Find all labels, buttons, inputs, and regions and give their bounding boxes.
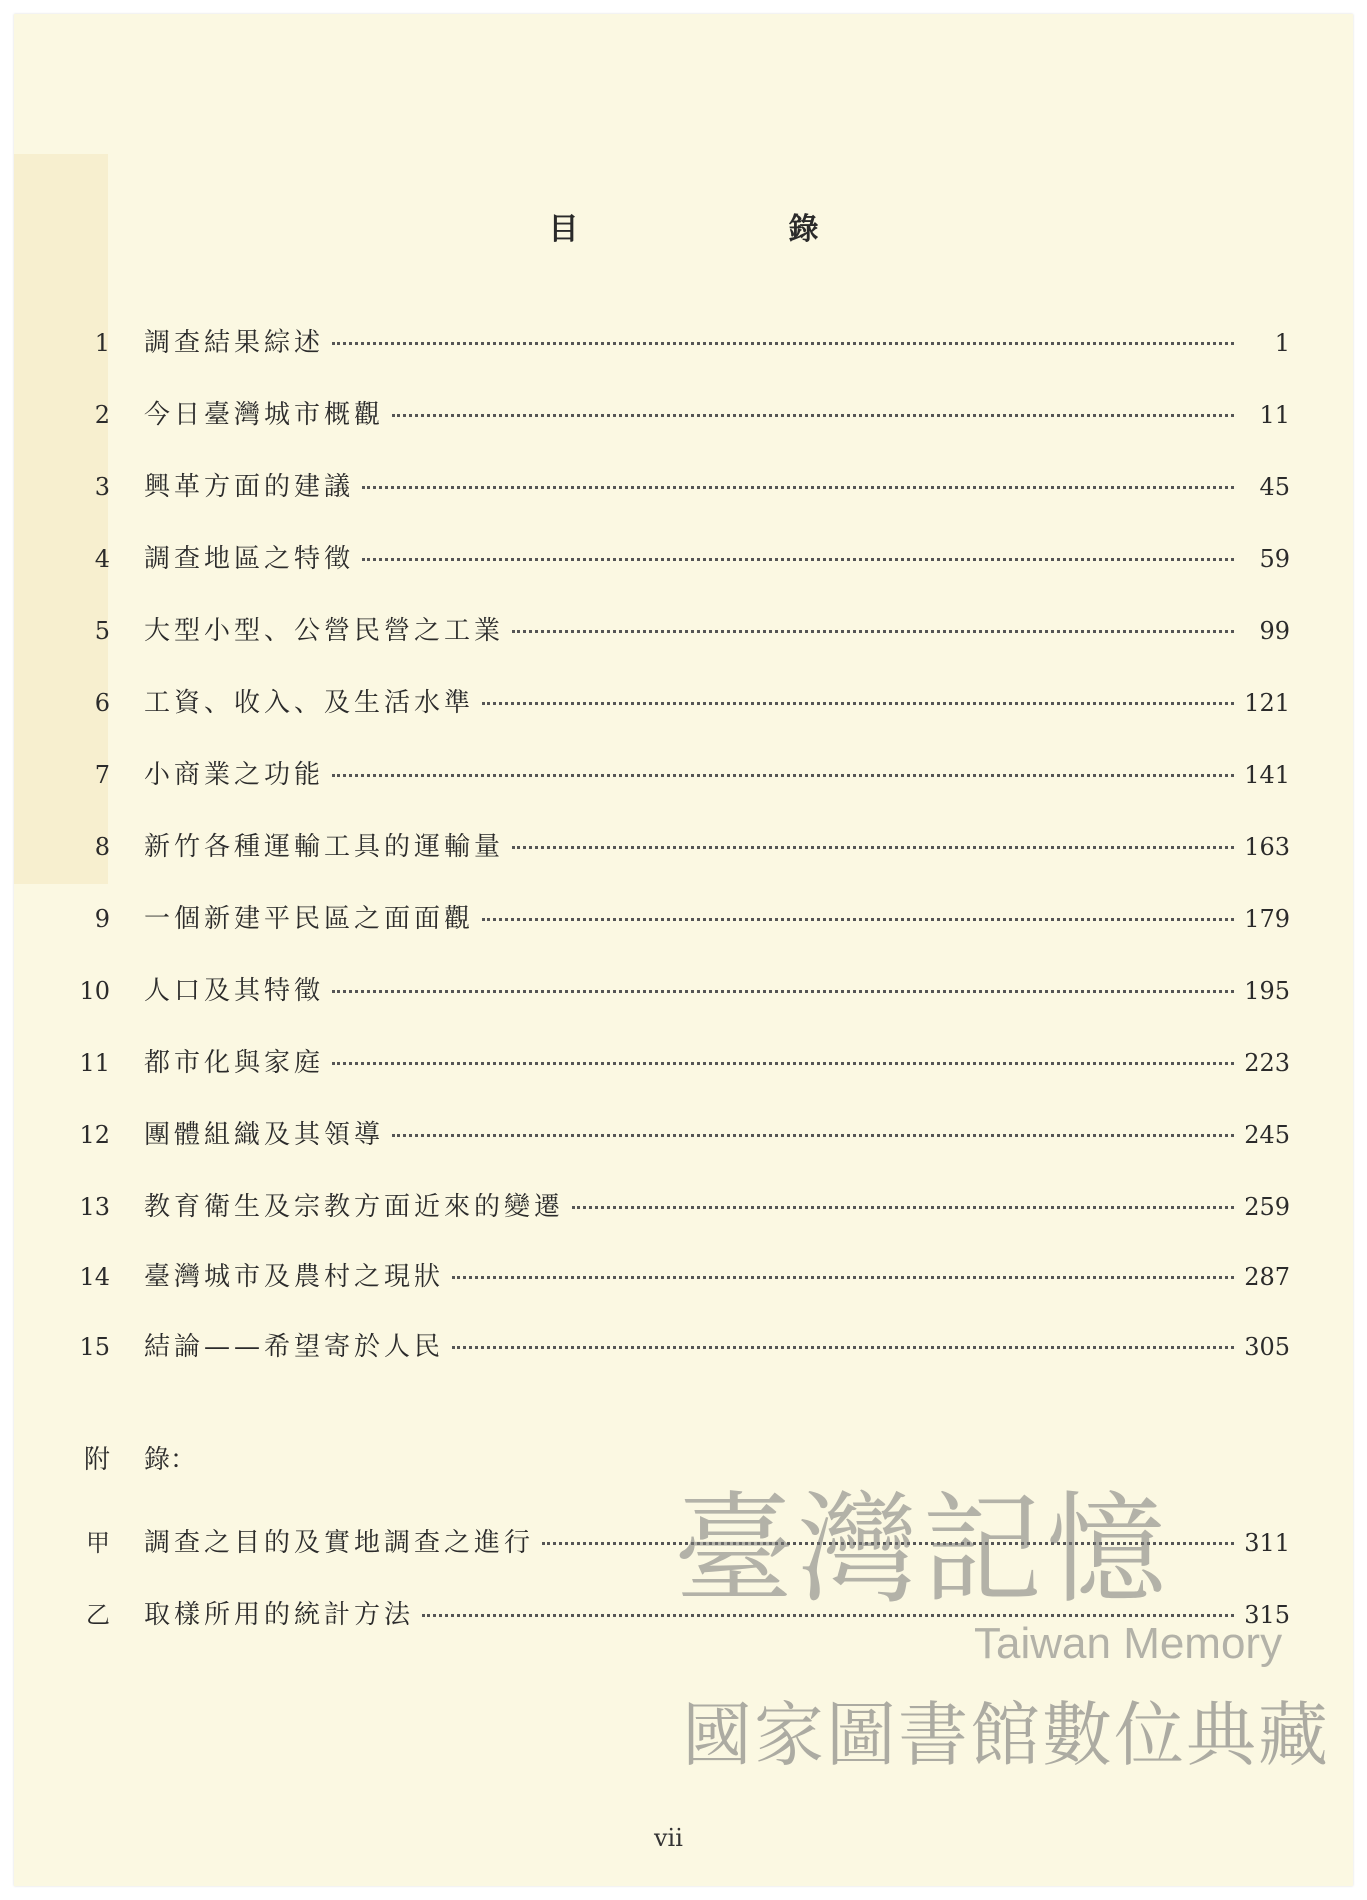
dot-leader [482, 702, 1234, 705]
watermark-library-text: 國家圖書館數位典藏 [682, 1694, 1330, 1776]
dot-leader [392, 1134, 1234, 1137]
chapter-number: 1 [94, 329, 110, 357]
chapter-title: 結論——希望寄於人民 [144, 1332, 445, 1362]
chapter-title: 團體組織及其領導 [144, 1120, 385, 1150]
chapter-title: 新竹各種運輸工具的運輸量 [144, 832, 505, 862]
toc-entry [70, 754, 1290, 794]
page-number: 59 [1259, 545, 1290, 573]
page-number: 141 [1244, 761, 1290, 789]
chapter-number: 3 [94, 473, 110, 501]
chapter-title: 教育衛生及宗教方面近來的變遷 [144, 1192, 565, 1222]
page-number: 305 [1244, 1333, 1290, 1361]
chapter-number: 6 [94, 689, 110, 717]
chapter-number: 13 [79, 1193, 110, 1221]
dot-leader [482, 918, 1234, 921]
toc-entry [70, 394, 1290, 434]
appendix-title: 調查之目的及實地調查之進行 [144, 1528, 535, 1558]
chapter-title: 工資、收入、及生活水準 [144, 688, 475, 718]
toc-entry [70, 898, 1290, 938]
dot-leader [512, 630, 1234, 633]
dot-leader [392, 414, 1234, 417]
toc-entry [70, 1114, 1290, 1154]
chapter-number: 11 [79, 1049, 110, 1077]
chapter-number: 8 [94, 833, 110, 861]
toc-entry [70, 322, 1290, 362]
dot-leader [572, 1206, 1234, 1209]
appendix-heading-rest: 錄： [144, 1445, 197, 1475]
chapter-title: 都市化與家庭 [144, 1048, 325, 1078]
chapter-number: 7 [94, 761, 110, 789]
dot-leader [332, 1062, 1234, 1065]
chapter-title: 大型小型、公營民營之工業 [144, 616, 505, 646]
chapter-title: 興革方面的建議 [144, 472, 355, 502]
page-number: 315 [1244, 1601, 1290, 1629]
chapter-number: 5 [94, 617, 110, 645]
document-page [14, 14, 1353, 1886]
page-number: 163 [1244, 833, 1290, 861]
toc-entry [70, 682, 1290, 722]
chapter-title: 一個新建平民區之面面觀 [144, 904, 475, 934]
toc-entry [70, 610, 1290, 650]
chapter-title: 人口及其特徵 [144, 976, 325, 1006]
page-number: 259 [1244, 1193, 1290, 1221]
page-number: 1 [1274, 329, 1290, 357]
page-number: 311 [1244, 1529, 1290, 1557]
toc-entry [70, 970, 1290, 1010]
watermark-logo-chinese: 臺灣記憶 [674, 1481, 1170, 1620]
appendix-heading-char: 附 [83, 1445, 110, 1475]
dot-leader [362, 486, 1234, 489]
dot-leader [332, 990, 1234, 993]
page-title: 目 錄 [548, 212, 909, 247]
chapter-number: 15 [79, 1333, 110, 1361]
dot-leader [452, 1346, 1234, 1349]
appendix-heading [70, 1439, 196, 1476]
page-number: 195 [1244, 977, 1290, 1005]
dot-leader [512, 846, 1234, 849]
dot-leader [452, 1276, 1234, 1279]
page-number: 45 [1259, 473, 1290, 501]
chapter-number: 2 [94, 401, 110, 429]
page-number: 121 [1244, 689, 1290, 717]
dot-leader [332, 342, 1234, 345]
chapter-title: 今日臺灣城市概觀 [144, 400, 385, 430]
page-number: 179 [1244, 905, 1290, 933]
dot-leader [332, 774, 1234, 777]
page-number: 245 [1244, 1121, 1290, 1149]
toc-entry [70, 1326, 1290, 1366]
appendix-number: 乙 [86, 1601, 110, 1629]
chapter-number: 14 [79, 1263, 110, 1291]
toc-entry [70, 1186, 1290, 1226]
toc-entry [70, 466, 1290, 506]
chapter-number: 4 [94, 545, 110, 573]
chapter-title: 臺灣城市及農村之現狀 [144, 1262, 445, 1292]
page-number: 99 [1259, 617, 1290, 645]
appendix-number: 甲 [86, 1529, 110, 1557]
chapter-number: 10 [79, 977, 110, 1005]
chapter-number: 9 [94, 905, 110, 933]
chapter-title: 調查地區之特徵 [144, 544, 355, 574]
toc-entry [70, 1256, 1290, 1296]
page-number: 11 [1259, 401, 1290, 429]
toc-entry [70, 826, 1290, 866]
chapter-title: 小商業之功能 [144, 760, 325, 790]
chapter-title: 調查結果綜述 [144, 328, 325, 358]
watermark-logo-english: Taiwan Memory [974, 1619, 1283, 1668]
chapter-number: 12 [79, 1121, 110, 1149]
dot-leader [362, 558, 1234, 561]
toc-entry [70, 1042, 1290, 1082]
page-number: 223 [1244, 1049, 1290, 1077]
toc-entry [70, 538, 1290, 578]
folio-page-number: vii [654, 1824, 683, 1852]
page-number: 287 [1244, 1263, 1290, 1291]
appendix-title: 取樣所用的統計方法 [144, 1600, 415, 1630]
